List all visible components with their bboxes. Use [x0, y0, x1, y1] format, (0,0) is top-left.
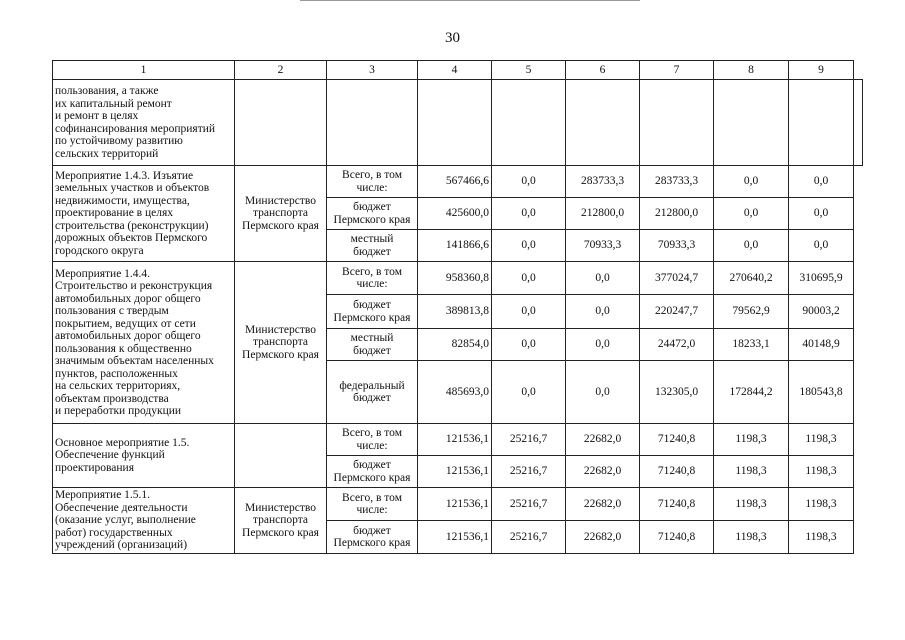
value-cell: 40148,9	[789, 329, 854, 361]
value-cell: 0,0	[566, 262, 640, 295]
funding-source: бюджет Пермского края	[327, 295, 418, 329]
value-cell: 121536,1	[418, 424, 492, 456]
value-cell: 79562,9	[714, 295, 789, 329]
value-cell: 180543,8	[789, 361, 854, 424]
value-cell: 0,0	[492, 230, 566, 262]
value-cell: 0,0	[492, 166, 566, 198]
scan-edge-line	[300, 0, 640, 1]
executor	[235, 424, 327, 488]
value-cell: 70933,3	[640, 230, 714, 262]
value-cell: 0,0	[492, 262, 566, 295]
funding-source: местный бюджет	[327, 329, 418, 361]
col-header: 6	[566, 61, 640, 80]
table-row	[53, 80, 863, 166]
activity-name: Основное мероприятие 1.5. Обеспечение функций проектирования	[53, 424, 235, 488]
value-cell: 310695,9	[789, 262, 854, 295]
value-cell: 1198,3	[789, 521, 854, 554]
value-cell: 25216,7	[492, 424, 566, 456]
col-header: 7	[640, 61, 714, 80]
funding-source: местный бюджет	[327, 230, 418, 262]
executor: Министерство транспорта Пермского края	[235, 488, 327, 554]
value-cell: 71240,8	[640, 488, 714, 521]
funding-source: Всего, в том числе:	[327, 166, 418, 198]
col-header: 5	[492, 61, 566, 80]
value-cell: 0,0	[492, 295, 566, 329]
col-header: 4	[418, 61, 492, 80]
value-cell: 0,0	[789, 230, 854, 262]
value-cell: 0,0	[714, 230, 789, 262]
executor: Министерство транспорта Пермского края	[235, 166, 327, 262]
value-cell: 0,0	[714, 166, 789, 198]
value-cell: 1198,3	[714, 456, 789, 488]
value-cell: 0,0	[714, 198, 789, 230]
executor: Министерство транспорта Пермского края	[235, 262, 327, 424]
value-cell: 121536,1	[418, 521, 492, 554]
value-cell: 1198,3	[714, 488, 789, 521]
table-row	[53, 262, 863, 295]
value-cell: 270640,2	[714, 262, 789, 295]
value-cell: 70933,3	[566, 230, 640, 262]
value-cell: 1198,3	[789, 424, 854, 456]
funding-source: Всего, в том числе:	[327, 424, 418, 456]
value-cell: 90003,2	[789, 295, 854, 329]
value-cell: 22682,0	[566, 424, 640, 456]
value-cell: 121536,1	[418, 488, 492, 521]
table-row	[53, 424, 863, 456]
value-cell: 0,0	[492, 329, 566, 361]
funding-source: бюджет Пермского края	[327, 456, 418, 488]
value-cell: 0,0	[566, 329, 640, 361]
value-cell: 220247,7	[640, 295, 714, 329]
funding-source: бюджет Пермского края	[327, 521, 418, 554]
value-cell: 1198,3	[789, 456, 854, 488]
table-row	[53, 166, 863, 198]
value-cell: 425600,0	[418, 198, 492, 230]
value-cell: 22682,0	[566, 521, 640, 554]
value-cell: 389813,8	[418, 295, 492, 329]
value-cell: 1198,3	[714, 521, 789, 554]
value-cell: 18233,1	[714, 329, 789, 361]
value-cell: 1198,3	[789, 488, 854, 521]
funding-source: бюджет Пермского края	[327, 198, 418, 230]
header-row	[53, 61, 863, 80]
value-cell: 0,0	[492, 198, 566, 230]
activity-name: Мероприятие 1.4.4. Строительство и реконструкция автомобильных дорог общего пользования с твердым покрытием, ведущих от сети автомобильных дорог общего пользования к общественно значимым объектам населенных пунктов, расположенных на сельских территориях, объектам производства и переработки продукции	[53, 262, 235, 424]
budget-table	[52, 60, 863, 554]
value-cell: 0,0	[566, 295, 640, 329]
value-cell: 0,0	[789, 166, 854, 198]
value-cell: 212800,0	[566, 198, 640, 230]
value-cell: 0,0	[789, 198, 854, 230]
value-cell: 283733,3	[640, 166, 714, 198]
value-cell: 71240,8	[640, 521, 714, 554]
value-cell: 22682,0	[566, 488, 640, 521]
value-cell: 172844,2	[714, 361, 789, 424]
value-cell: 71240,8	[640, 456, 714, 488]
activity-name: Мероприятие 1.5.1. Обеспечение деятельности (оказание услуг, выполнение работ) государственных учреждений (организаций)	[53, 488, 235, 554]
value-cell: 121536,1	[418, 456, 492, 488]
value-cell: 212800,0	[640, 198, 714, 230]
col-header: 1	[53, 61, 235, 80]
value-cell: 0,0	[566, 361, 640, 424]
value-cell: 82854,0	[418, 329, 492, 361]
col-header: 2	[235, 61, 327, 80]
activity-name: пользования, а также их капитальный ремонт и ремонт в целях софинансирования мероприятий по устойчивому развитию сельских территорий	[53, 80, 235, 166]
value-cell: 22682,0	[566, 456, 640, 488]
value-cell: 25216,7	[492, 521, 566, 554]
value-cell: 567466,6	[418, 166, 492, 198]
page-number: 30	[445, 30, 460, 46]
value-cell: 0,0	[492, 361, 566, 424]
col-header: 8	[714, 61, 789, 80]
value-cell: 24472,0	[640, 329, 714, 361]
value-cell: 132305,0	[640, 361, 714, 424]
value-cell: 71240,8	[640, 424, 714, 456]
col-header: 9	[789, 61, 854, 80]
activity-name: Мероприятие 1.4.3. Изъятие земельных участков и объектов недвижимости, имущества, проектирование в целях строительства (реконструкции) дорожных объектов Пермского городского округа	[53, 166, 235, 262]
funding-source: Всего, в том числе:	[327, 488, 418, 521]
value-cell: 141866,6	[418, 230, 492, 262]
value-cell: 1198,3	[714, 424, 789, 456]
table-row	[53, 488, 863, 521]
value-cell: 25216,7	[492, 456, 566, 488]
col-header: 3	[327, 61, 418, 80]
value-cell: 485693,0	[418, 361, 492, 424]
value-cell: 283733,3	[566, 166, 640, 198]
value-cell: 377024,7	[640, 262, 714, 295]
funding-source: федеральный бюджет	[327, 361, 418, 424]
value-cell: 958360,8	[418, 262, 492, 295]
funding-source: Всего, в том числе:	[327, 262, 418, 295]
value-cell: 25216,7	[492, 488, 566, 521]
